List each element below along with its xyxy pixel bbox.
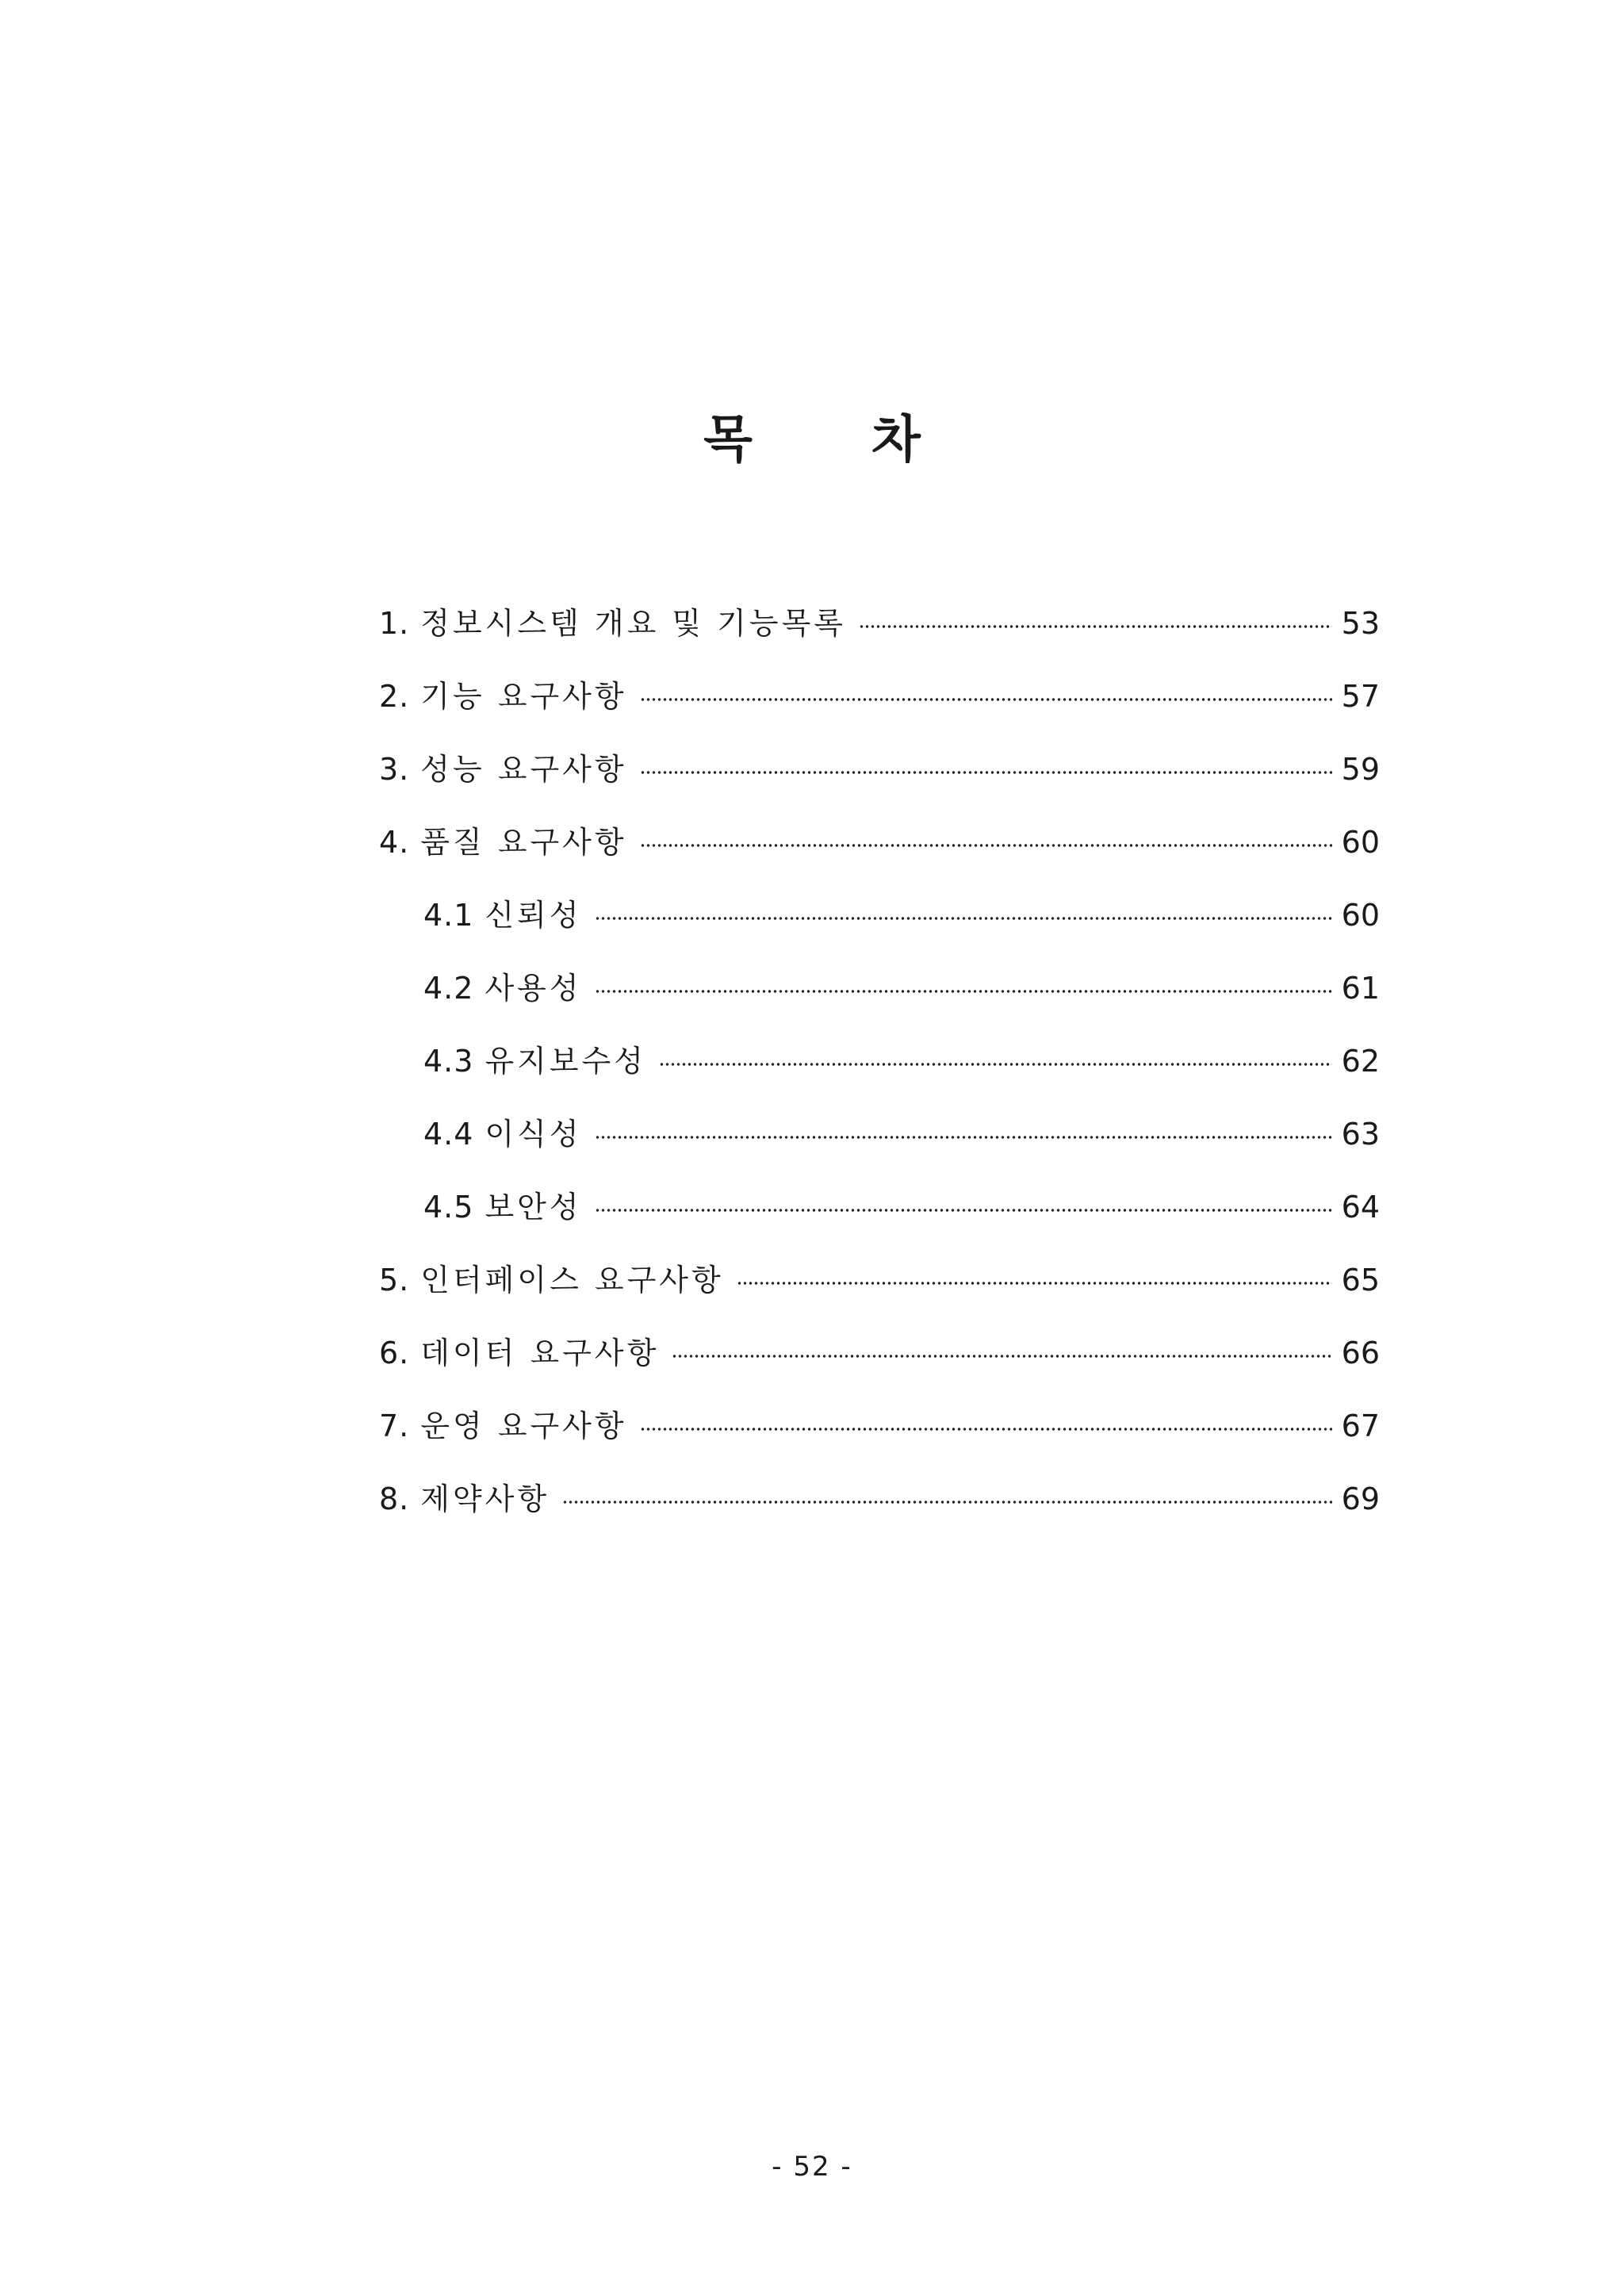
dot-leader: [640, 1428, 1332, 1431]
toc-entry[interactable]: [379, 733, 1380, 806]
dot-leader: [640, 698, 1332, 701]
toc-entry-label: 신뢰성: [485, 898, 582, 933]
toc-entry-page: 60: [1341, 825, 1380, 860]
dot-leader: [562, 1501, 1332, 1504]
toc-entry-page: 69: [1341, 1481, 1380, 1516]
toc-entry-label: 성능 요구사항: [420, 752, 627, 787]
toc-entry-label: 정보시스템 개요 및 기능목록: [420, 606, 847, 641]
toc-entry-label: 제약사항: [420, 1481, 550, 1516]
toc-entry-label: 데이터 요구사항: [420, 1336, 660, 1370]
toc-entry-label: 품질 요구사항: [420, 825, 627, 860]
toc-entry-page: 59: [1341, 752, 1380, 787]
dot-leader: [672, 1355, 1332, 1358]
toc-subentry[interactable]: [379, 879, 1380, 952]
toc-entry-page: 60: [1341, 898, 1380, 933]
toc-entry-page: 63: [1341, 1117, 1380, 1152]
dot-leader: [640, 771, 1332, 774]
toc-entry-label: 인터페이스 요구사항: [420, 1263, 724, 1297]
toc-entry[interactable]: [379, 1244, 1380, 1317]
toc-entry-page: 67: [1341, 1409, 1380, 1443]
page-number: - 52 -: [772, 2151, 852, 2183]
toc-entry-number: 2.: [379, 679, 410, 714]
dot-leader: [595, 1136, 1332, 1139]
toc-entry-page: 65: [1341, 1263, 1380, 1297]
toc-entry-page: 66: [1341, 1336, 1380, 1370]
toc-entry-number: 4.4: [423, 1117, 474, 1152]
toc-entry-number: 4.1: [423, 898, 474, 933]
toc-entry-page: 61: [1341, 971, 1380, 1006]
title-char-2: 차: [871, 411, 921, 470]
toc-entry-label: 이식성: [485, 1117, 582, 1152]
table-of-contents: [379, 587, 1380, 1535]
toc-entry-page: 64: [1341, 1190, 1380, 1225]
toc-entry-page: 62: [1341, 1044, 1380, 1079]
toc-subentry[interactable]: [379, 1098, 1380, 1171]
toc-entry-page: 53: [1341, 606, 1380, 641]
toc-subentry[interactable]: [379, 952, 1380, 1025]
dot-leader: [595, 917, 1332, 920]
toc-entry-number: 7.: [379, 1409, 410, 1443]
toc-subentry[interactable]: [379, 1171, 1380, 1244]
toc-entry[interactable]: [379, 587, 1380, 660]
toc-entry-label: 기능 요구사항: [420, 679, 627, 714]
toc-entry-label: 운영 요구사항: [420, 1409, 627, 1443]
toc-entry[interactable]: [379, 1462, 1380, 1535]
dot-leader: [640, 844, 1332, 847]
toc-entry-number: 4.2: [423, 971, 474, 1006]
toc-entry-number: 4.: [379, 825, 410, 860]
toc-entry-number: 3.: [379, 752, 410, 787]
dot-leader: [737, 1282, 1332, 1285]
toc-entry-number: 4.5: [423, 1190, 474, 1225]
dot-leader: [859, 625, 1332, 628]
toc-entry-page: 57: [1341, 679, 1380, 714]
dot-leader: [595, 1209, 1332, 1212]
dot-leader: [659, 1063, 1332, 1066]
toc-entry-number: 5.: [379, 1263, 410, 1297]
toc-entry[interactable]: [379, 1389, 1380, 1462]
title-char-1: 목: [703, 411, 753, 470]
toc-entry[interactable]: [379, 806, 1380, 879]
toc-entry-label: 유지보수성: [485, 1044, 646, 1079]
toc-subentry[interactable]: [379, 1025, 1380, 1098]
toc-entry[interactable]: [379, 660, 1380, 733]
dot-leader: [595, 990, 1332, 993]
toc-entry-number: 1.: [379, 606, 410, 641]
page-title: [0, 408, 1624, 472]
toc-entry[interactable]: [379, 1317, 1380, 1389]
toc-entry-number: 8.: [379, 1481, 410, 1516]
toc-entry-number: 6.: [379, 1336, 410, 1370]
toc-entry-label: 사용성: [485, 971, 582, 1006]
toc-entry-label: 보안성: [485, 1190, 582, 1225]
toc-entry-number: 4.3: [423, 1044, 474, 1079]
